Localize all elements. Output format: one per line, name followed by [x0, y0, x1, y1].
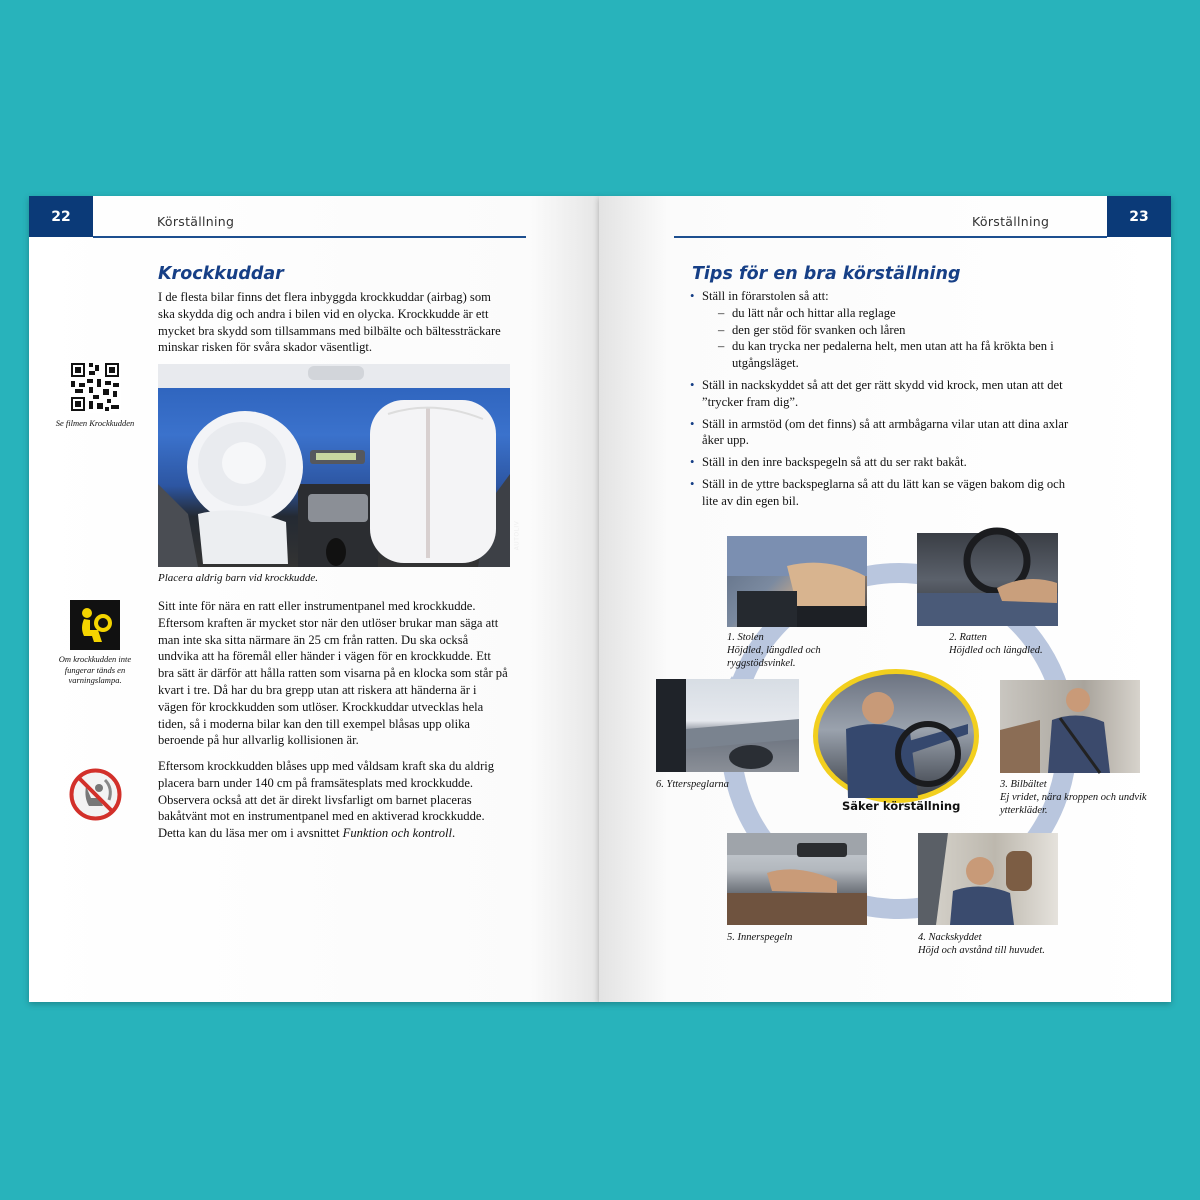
- tip-armrest: • Ställ in armstöd (om det finns) så att armbågarna vilar utan att dina axlar åker upp.: [690, 416, 1070, 450]
- tip-headrest: • Ställ in nackskyddet så att det ger rätt skydd vid krock, men utan att det ”trycker fram dig”.: [690, 377, 1070, 411]
- qr-code-icon[interactable]: [69, 361, 121, 413]
- photo-credit: AUTOLIV: [513, 520, 521, 551]
- tip-seat-sub-3: – du kan trycka ner pedalerna helt, men utan att ha få krökta ben i utgångsläget.: [702, 338, 1070, 372]
- photo-inner-mirror: [727, 833, 867, 925]
- qr-caption: Se filmen Krockkudden: [55, 418, 135, 428]
- section-reference: Funktion och kontroll: [342, 826, 453, 841]
- step-5-caption: 5. Innerspegeln: [727, 932, 793, 943]
- photo-seatbelt: [1000, 680, 1140, 773]
- tips-list: [690, 288, 1070, 515]
- step-6-caption: 6. Ytterspeglarna: [656, 779, 729, 790]
- running-header-right: Körställning: [972, 214, 1050, 229]
- page-left: [29, 196, 599, 1002]
- paragraph-distance: Sitt inte för nära en ratt eller instrumentpanel med krockkudde. Eftersom kraften är mycket stor när den utlöser brukar man säga att man inte ska sitta närmare än 25 cm från ratten. Du ska också undvika att ha föremål eller händer i vägen för en krockkudde. Ett bra sätt är därför att hålla ratten som visarna på en klocka som står på kvart i tre. Då har du bra grepp utan att riskera att händerna är i vägen för krockkudden som utlöser. Krockkuddar utvecklas hela tiden, så i moderna bilar kan den till exempel blåsas upp olika beroende på hur allvarlig kollisionen är.: [158, 599, 508, 748]
- page-number-left: 22: [29, 196, 93, 237]
- tip-seat: • Ställ in förarstolen så att: – du lätt når och hittar alla reglage – den ger stöd för svanken och låren – du kan trycka ner pedalerna helt, men utan att ha få krökta ben i utgångsläget.: [690, 288, 1070, 372]
- airbag-illustration: [158, 364, 510, 567]
- photo-headrest: [918, 833, 1058, 925]
- paragraph-children: Eftersom krockkudden blåses upp med våldsam kraft ska du aldrig placera barn under 140 cm på framsätesplats med krockkudde. Observera också att det är direkt livsfarligt om barnet placeras bakåtvänt mot en instrumentpanel med en aktiverad krockkudde. Detta kan du läsa mer om i avsnittet Funktion och kontroll.: [158, 759, 495, 841]
- airbag-photo: [158, 364, 521, 567]
- warning-caption: Om krockkudden inte fungerar tänds en varningslampa.: [58, 654, 132, 685]
- tip-outer-mirrors: • Ställ in de yttre backspeglarna så att du lätt kan se vägen bakom dig och lite av din egen bil.: [690, 476, 1070, 510]
- no-child-seat-icon: [69, 768, 122, 821]
- intro-paragraph: I de flesta bilar finns det flera inbyggda krockkuddar (airbag) som ska skydda dig och andra i bilen vid en olycka. Krockkudde är ett mycket bra skydd som tillsammans med bilbälte och bältessträckare minskar risken för svåra skador väsentligt.: [158, 290, 501, 355]
- tip-seat-sub-1: – du lätt når och hittar alla reglage: [702, 305, 1070, 322]
- page-right: [599, 196, 1171, 1002]
- tip-inner-mirror: • Ställ in den inre backspegeln så att du ser rakt bakåt.: [690, 454, 1070, 471]
- photo-safe-position: [813, 669, 979, 803]
- photo-seat: [727, 536, 867, 627]
- step-2-caption: 2. Ratten Höjdled och längdled.: [949, 632, 1043, 656]
- running-header-left: Körställning: [157, 214, 235, 229]
- page-number-right: 23: [1107, 196, 1171, 237]
- header-rule-left: [93, 236, 526, 238]
- center-label: Säker körställning: [842, 799, 961, 813]
- step-4-caption: 4. Nackskyddet Höjd och avstånd till huvudet.: [918, 932, 1045, 956]
- photo-side-mirrors: [656, 679, 799, 772]
- section-title-krockkuddar: Krockkuddar: [158, 264, 284, 284]
- header-rule-right: [674, 236, 1107, 238]
- step-1-caption: 1. Stolen Höjdled, längdled och ryggstödsvinkel.: [727, 632, 821, 669]
- step-3-caption: 3. Bilbältet Ej vridet, nära kroppen och undvik ytterkläder.: [1000, 779, 1147, 816]
- airbag-warning-icon: [70, 600, 120, 650]
- book-spread: [29, 196, 1171, 1002]
- tip-seat-sub-2: – den ger stöd för svanken och låren: [702, 322, 1070, 339]
- photo-caption: Placera aldrig barn vid krockkudde.: [158, 572, 318, 584]
- section-title-tips: Tips för en bra körställning: [692, 264, 961, 284]
- photo-steering-wheel: [917, 533, 1058, 626]
